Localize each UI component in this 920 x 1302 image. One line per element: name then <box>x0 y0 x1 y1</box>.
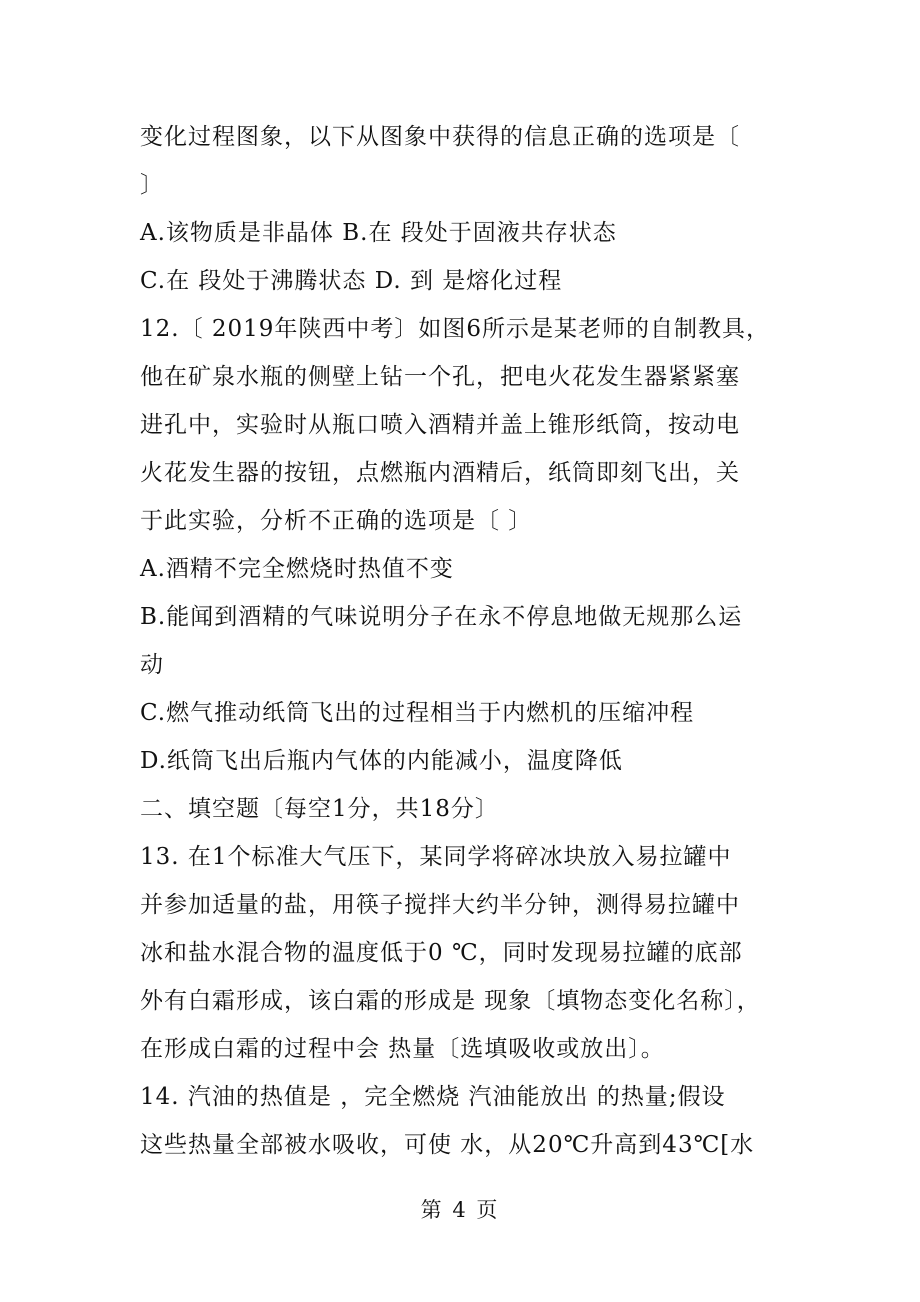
text-line: C.燃气推动纸筒飞出的过程相当于内燃机的压缩冲程 <box>140 700 695 726</box>
text-line: 外有白霜形成，该白霜的形成是 现象〔填物态变化名称〕， <box>140 988 761 1014</box>
text-line: A.酒精不完全燃烧时热值不变 <box>140 556 454 582</box>
text-line: 冰和盐水混合物的温度低于0 ℃，同时发现易拉罐的底部 <box>140 940 743 966</box>
text-line: 〕 <box>140 172 164 198</box>
page-number: 第 4 页 <box>420 1198 500 1222</box>
text-line: 进孔中，实验时从瓶口喷入酒精并盖上锥形纸筒，按动电 <box>140 412 740 438</box>
text-line: 12.〔 2019年陕西中考〕如图6所示是某老师的自制教具， <box>140 316 771 342</box>
text-line: 于此实验，分析不正确的选项是〔 〕 <box>140 508 533 534</box>
text-line: 他在矿泉水瓶的侧壁上钻一个孔，把电火花发生器紧紧塞 <box>140 364 740 390</box>
text-line: D.纸筒飞出后瓶内气体的内能减小，温度降低 <box>140 748 623 774</box>
text-line: 14. 汽油的热值是 ，完全燃烧 汽油能放出 的热量;假设 <box>140 1084 726 1110</box>
text-line: A.该物质是非晶体 B.在 段处于固液共存状态 <box>140 220 617 246</box>
text-line: B.能闻到酒精的气味说明分子在永不停息地做无规那么运 <box>140 604 743 630</box>
text-line: 火花发生器的按钮，点燃瓶内酒精后，纸筒即刻飞出，关 <box>140 460 740 486</box>
section-heading: 二、填空题〔每空1分，共18分〕 <box>140 796 499 822</box>
page-body <box>140 113 790 1169</box>
text-line: 变化过程图象，以下从图象中获得的信息正确的选项是〔 <box>140 124 740 150</box>
text-line: 在形成白霜的过程中会 热量〔选填吸收或放出〕。 <box>140 1036 665 1062</box>
text-line: 13. 在1个标准大气压下，某同学将碎冰块放入易拉罐中 <box>140 844 732 870</box>
text-line: C.在 段处于沸腾状态 D. 到 是熔化过程 <box>140 268 563 294</box>
text-line: 并参加适量的盐，用筷子搅拌大约半分钟，测得易拉罐中 <box>140 892 740 918</box>
text-line: 动 <box>140 652 164 678</box>
text-line: 这些热量全部被水吸收，可使 水，从20℃升高到43℃[水 <box>140 1132 755 1158</box>
